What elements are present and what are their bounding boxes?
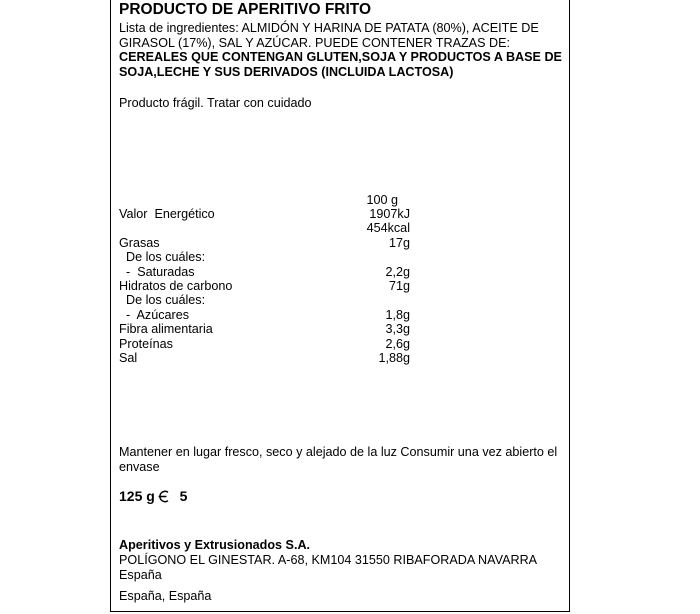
manufacturer-name: Aperitivos y Extrusionados S.A. (119, 538, 311, 552)
nutrition-row-value: 1,88g (378, 351, 410, 365)
nutrition-row-value: 71g (388, 279, 410, 293)
handling-note: Producto frágil. Tratar con cuidado (119, 96, 312, 110)
nutrition-row-label: De los cuáles: (119, 293, 206, 307)
manufacturer-countries: España, España (119, 589, 212, 603)
nutrition-row-value: 1907kJ (369, 207, 410, 221)
manufacturer-address: POLÍGONO EL GINESTAR. A-68, KM104 31550 RIBAFORADA NAVARRA (119, 553, 538, 567)
net-quantity (119, 488, 187, 505)
ingredients-line-2: GIRASOL (17%), SAL Y AZÚCAR. PUEDE CONTENER TRAZAS DE: (119, 36, 510, 50)
storage-line-2: envase (119, 460, 160, 474)
nutrition-row-value: 17g (388, 236, 410, 250)
allergens-line-2: SOJA,LECHE Y SUS DERIVADOS (INCLUIDA LACTOSA) (119, 65, 454, 79)
product-title: PRODUCTO DE APERITIVO FRITO (119, 1, 372, 18)
nutrition-row-label: Hidratos de carbono (119, 279, 233, 293)
nutrition-row-value: 1,8g (385, 308, 410, 322)
allergens-line-1: CEREALES QUE CONTENGAN GLUTEN,SOJA Y PRODUCTOS A BASE DE (119, 50, 562, 64)
nutrition-row-value: 2,6g (385, 337, 410, 351)
nutrition-row-label: - Azúcares (119, 308, 189, 322)
nutrition-row-value: 2,2g (385, 265, 410, 279)
manufacturer-country: España (119, 568, 162, 582)
nutrition-row-label: - Saturadas (119, 265, 195, 279)
nutrition-row-label: De los cuáles: (119, 250, 206, 264)
nutrition-row-label: Proteínas (119, 337, 173, 351)
nutrition-row-label: Grasas (119, 236, 160, 250)
nutrition-row-label: Valor Energético (119, 207, 215, 221)
nutrition-row-value: 454kcal (366, 221, 410, 235)
storage-line-1: Mantener en lugar fresco, seco y alejado de la luz Consumir una vez abierto el (119, 445, 558, 459)
estimate-e-mark-icon (157, 490, 170, 503)
ingredients-line-1: Lista de ingredientes: ALMIDÓN Y HARINA DE PATATA (80%), ACEITE DE (119, 21, 539, 35)
nutrition-per-header: 100 g (366, 193, 398, 207)
nutrition-row-value: 3,3g (385, 322, 410, 336)
nutrition-row-label: Fibra alimentaria (119, 322, 213, 336)
net-weight: 125 g (119, 488, 155, 504)
unit-count: 5 (179, 488, 188, 504)
nutrition-row-label: Sal (119, 351, 138, 365)
